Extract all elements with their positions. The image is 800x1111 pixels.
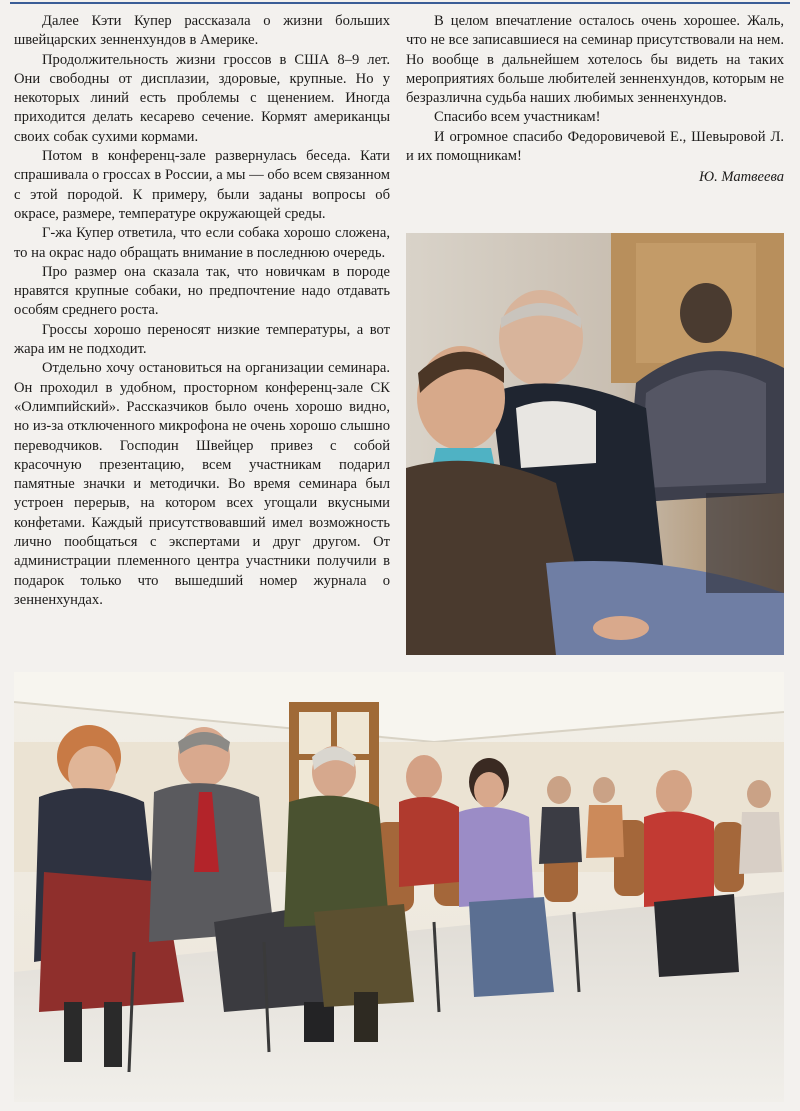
paragraph: Отдельно хочу остановиться на организации семинара. Он проходил в удобном, просторном конференц-зале СК «Олимпийский». Рассказчиков было очень хорошо видно, но из-за отключенного микрофона не очень хорошо слышно переводчиков. Господин Швейцер привез с собой красочную презентацию, всем участникам подарил памятные значки и методички. Во время семинара был устроен перерыв, на котором всех угощали вкусными конфетами. Каждый присутствовавший имел возможность лично пообщаться с экспертами и друг другом. От администрации племенного центра участники получили в подарок только что вышедший номер журнала о зенненхундах. [14,360,390,608]
paragraph: Про размер она сказала так, что новичкам в породе нравятся крупные собаки, но предпочтение надо отдавать особям среднего роста. [14,263,390,319]
paragraph: Далее Кэти Купер рассказала о жизни больших швейцарских зенненхундов в Америке. [14,13,390,49]
paragraph: И огромное спасибо Федоровичевой Е., Шевыровой Л. и их помощникам! [406,128,784,165]
paragraph: Продолжительность жизни гроссов в США 8–9 лет. Они свободны от дисплазии, здоровые, крупные. Но у некоторых линий есть проблемы с щенением. Иногда приходится делать кесарево сечение. Кормят американцы своих собак сухими кормами. [14,51,390,145]
paragraph: Гроссы хорошо переносят низкие температуры, а вот жара им не подходит. [14,321,390,358]
top-rule [10,2,790,4]
photo-conference-hall [14,672,784,1102]
photo-conference-hall-image [14,672,784,1102]
photo-participants-closeup-image [406,233,784,655]
article-column-left [14,12,390,610]
article-column-right [406,12,784,188]
paragraph: Потом в конференц-зале развернулась беседа. Кати спрашивала о гроссах в России, а мы — обо всем связанном с этой породой. К примеру, были заданы вопросы об окрасе, размере, температуре окружающей среды. [14,148,390,222]
paragraph: В целом впечатление осталось очень хорошее. Жаль, что не все записавшиеся на семинар присутствовали на нем. Но вообще в дальнейшем хотелось бы видеть на таких мероприятиях больше любителей зенненхундов, которым не безразлична судьба наших любимых зенненхундов. [406,13,784,107]
photo-participants-closeup [406,233,784,655]
author-signature: Ю. Матвеева [699,169,784,186]
paragraph: Спасибо всем участникам! [434,109,601,126]
paragraph: Г-жа Купер ответила, что если собака хорошо сложена, то на окрас надо обращать внимание в последнюю очередь. [14,225,390,261]
